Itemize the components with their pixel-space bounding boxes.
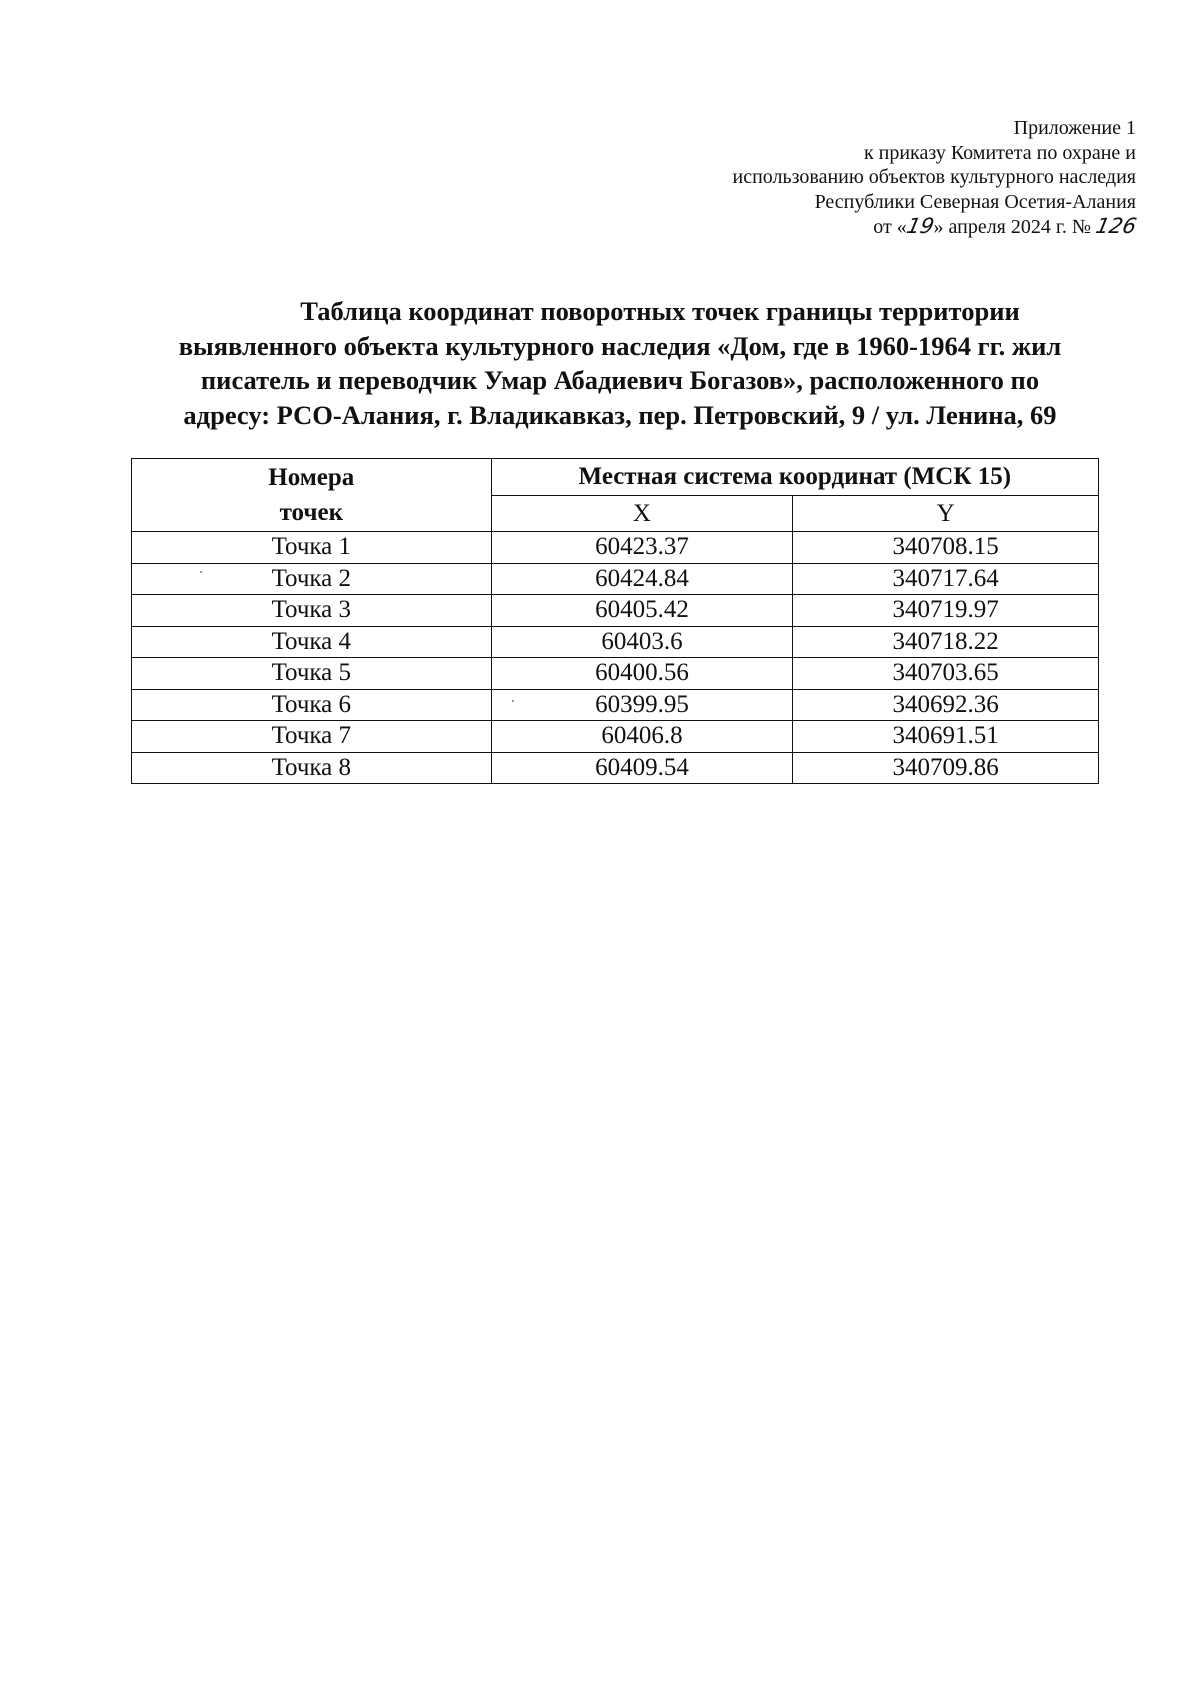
appendix-committee-name: использованию объектов культурного наследия <box>732 166 1136 188</box>
title-line-2: выявленного объекта культурного наследия «Дом, где в 1960-1964 гг. жил <box>178 330 1062 361</box>
document-title <box>100 294 1140 432</box>
date-prefix: от « <box>873 216 907 238</box>
cell-y: 340703.65 <box>793 658 1099 690</box>
header-point-numbers-line1: Номера <box>268 464 355 491</box>
header-point-numbers <box>132 459 492 532</box>
coordinates-table <box>131 458 1099 784</box>
cell-y: 340718.22 <box>793 626 1099 658</box>
header-x: X <box>491 496 793 532</box>
handwritten-order-number: 126 <box>1093 214 1139 238</box>
appendix-header <box>536 116 1139 240</box>
cell-x: 60423.37 <box>491 532 793 564</box>
table-header-row <box>132 459 1099 496</box>
header-point-numbers-line2: точек <box>279 499 343 526</box>
cell-y: 340691.51 <box>793 721 1099 753</box>
cell-y: 340717.64 <box>793 563 1099 595</box>
cell-x: 60424.84 <box>491 563 793 595</box>
table-row <box>132 752 1099 784</box>
cell-x: 60400.56 <box>491 658 793 690</box>
cell-y: 340709.86 <box>793 752 1099 784</box>
table-row <box>132 563 1099 595</box>
table-row <box>132 595 1099 627</box>
title-line-4: адресу: РСО-Алания, г. Владикавказ, пер. Петровский, 9 / ул. Ленина, 69 <box>183 399 1057 430</box>
cell-point: Точка 2 <box>132 563 492 595</box>
cell-x: 60406.8 <box>491 721 793 753</box>
header-coordinate-system: Местная система координат (МСК 15) <box>491 459 1098 496</box>
cell-point: Точка 3 <box>132 595 492 627</box>
cell-point: Точка 4 <box>132 626 492 658</box>
cell-x: 60409.54 <box>491 752 793 784</box>
cell-point: Точка 5 <box>132 658 492 690</box>
appendix-order-reference: к приказу Комитета по охране и <box>863 141 1136 164</box>
date-middle: » апреля 2024 г. № <box>933 216 1091 238</box>
cell-x: 60403.6 <box>491 626 793 658</box>
cell-point: Точка 7 <box>132 721 492 753</box>
appendix-date-line <box>536 214 1139 240</box>
appendix-republic-name: Республики Северная Осетия-Алания <box>814 190 1136 213</box>
cell-y: 340692.36 <box>793 689 1099 721</box>
scan-speck <box>200 571 202 573</box>
header-y: Y <box>793 496 1099 532</box>
title-line-3: писатель и переводчик Умар Абадиевич Богазов», расположенного по <box>200 365 1040 395</box>
scan-speck <box>512 700 514 702</box>
cell-x: 60405.42 <box>491 595 793 627</box>
table-row <box>132 626 1099 658</box>
appendix-title: Приложение 1 <box>1013 117 1136 139</box>
cell-y: 340708.15 <box>793 532 1099 564</box>
cell-y: 340719.97 <box>793 595 1099 627</box>
cell-point: Точка 6 <box>132 689 492 721</box>
table-row <box>132 721 1099 753</box>
title-line-1: Таблица координат поворотных точек границы территории <box>300 296 1020 326</box>
cell-point: Точка 8 <box>132 752 492 784</box>
table-row <box>132 689 1099 721</box>
handwritten-day: 19 <box>904 214 937 238</box>
cell-x: 60399.95 <box>491 689 793 721</box>
cell-point: Точка 1 <box>132 532 492 564</box>
table-row <box>132 658 1099 690</box>
table-row <box>132 532 1099 564</box>
